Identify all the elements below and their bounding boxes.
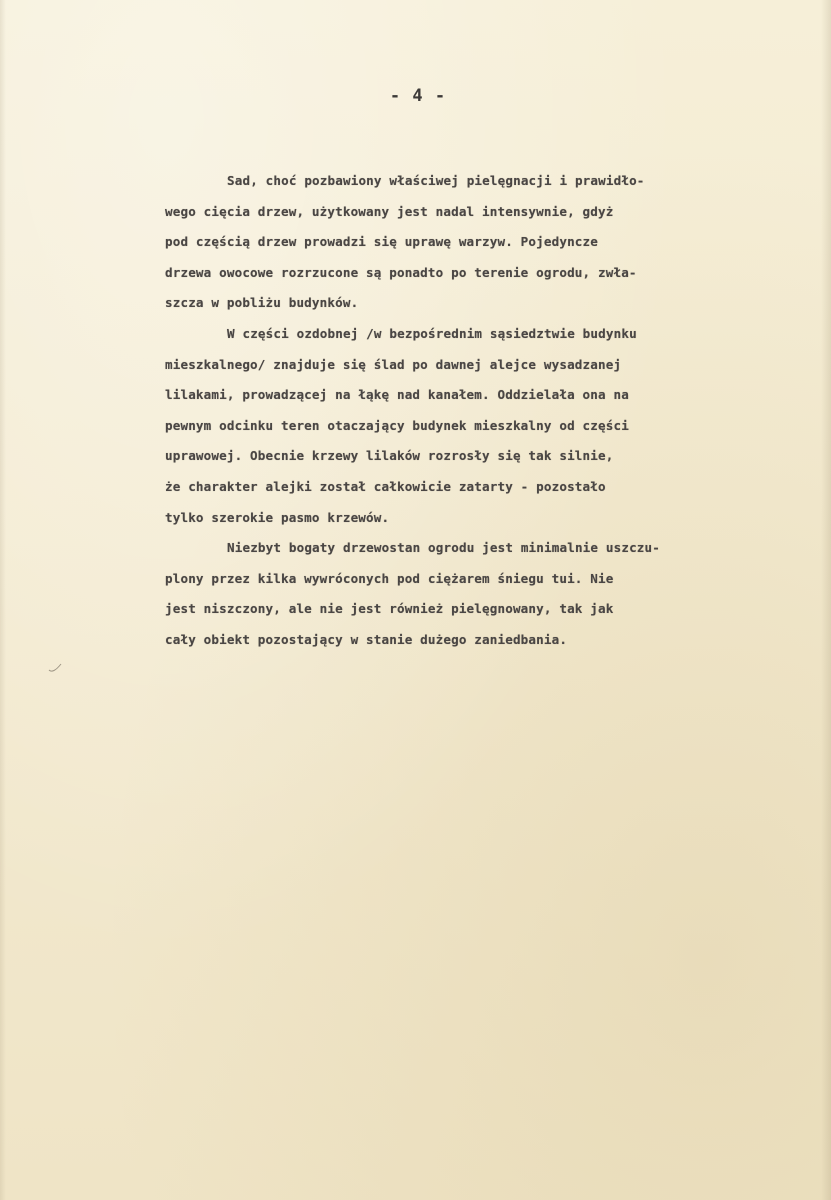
paragraph-1-line-5: szcza w pobliżu budynków.: [165, 295, 359, 311]
paragraph-2-line-7: tylko szerokie pasmo krzewów.: [165, 509, 390, 525]
paragraph-2-line-6: że charakter alejki został całkowicie zatarty - pozostało: [165, 478, 606, 494]
paragraph-2-line-1: W części ozdobnej /w bezpośrednim sąsiedztwie budynku: [227, 325, 637, 341]
paragraph-3-line-3: jest niszczony, ale nie jest również pielęgnowany, tak jak: [165, 601, 614, 617]
paragraph-1-line-3: pod częścią drzew prowadzi się uprawę warzyw. Pojedyncze: [165, 234, 598, 250]
paragraph-1-line-1: Sad, choć pozbawiony właściwej pielęgnacji i prawidło-: [227, 173, 645, 188]
typed-text-body: [165, 166, 825, 656]
page-left-edge: [0, 0, 6, 1200]
paragraph-3-line-2: plony przez kilka wywróconych pod ciężarem śniegu tui. Nie: [165, 570, 614, 586]
paragraph-3-line-1: Niezbyt bogaty drzewostan ogrodu jest minimalnie uszczu-: [227, 540, 660, 556]
paragraph-1-line-2: wego cięcia drzew, użytkowany jest nadal intensywnie, gdyż: [165, 203, 614, 219]
paragraph-2-line-4: pewnym odcinku teren otaczający budynek mieszkalny od części: [165, 417, 629, 433]
paragraph-1-line-4: drzewa owocowe rozrzucone są ponadto po terenie ogrodu, zwła-: [165, 264, 637, 280]
page-number: - 4 -: [389, 86, 447, 106]
paragraph-3-line-4: cały obiekt pozostający w stanie dużego zaniedbania.: [165, 631, 568, 647]
pencil-tick-mark: [48, 662, 62, 674]
paragraph-2-line-2: mieszkalnego/ znajduje się ślad po dawnej alejce wysadzanej: [165, 356, 622, 372]
paragraph-2-line-5: uprawowej. Obecnie krzewy lilaków rozrosły się tak silnie,: [165, 448, 614, 464]
bleed-through-footer: [265, 1148, 525, 1166]
paragraph-2-line-3: lilakami, prowadzącej na łąkę nad kanałem. Oddzielała ona na: [165, 387, 629, 403]
